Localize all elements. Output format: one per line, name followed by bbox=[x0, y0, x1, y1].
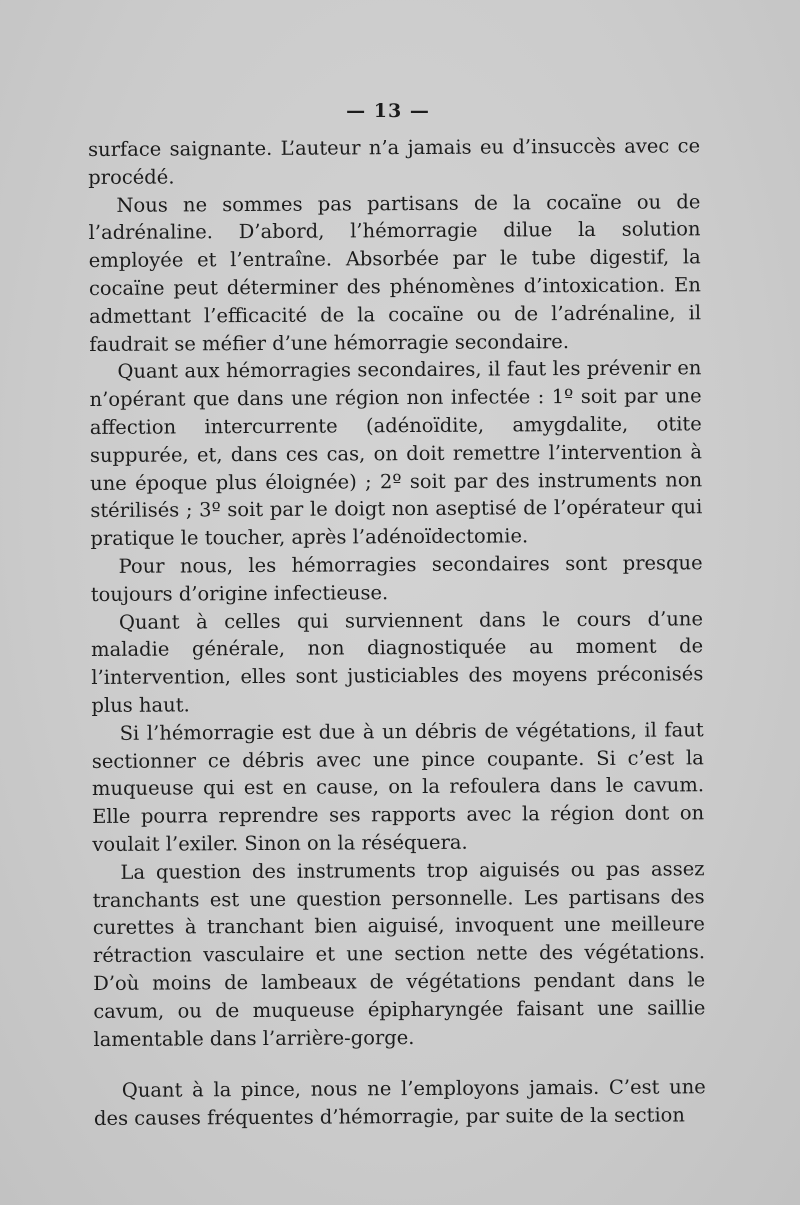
paragraph-5: Quant à celles qui surviennent dans le cours d’une maladie générale, non diagnostiquée au moment de l’intervention, elles sont justiciables des moyens préconisés plus haut. bbox=[91, 606, 704, 717]
paragraph-6: Si l’hémorragie est due à un débris de végétations, il faut sectionner ce débris avec une pince coupante. Si c’est la muqueuse qui est en cause, on la refoulera dans le cavum. Elle pourra reprendre ses rapports avec la région dont on voulait l’exiler. Sinon on la réséquera. bbox=[91, 717, 705, 856]
paragraph-4: Pour nous, les hémorragies secondaires sont presque toujours d’origine infectieuse. bbox=[90, 551, 703, 606]
paragraph-2: Nous ne sommes pas partisans de la cocaïne ou de l’adrénaline. D’abord, l’hémorragie dilue la solution employée et l’entraîne. Absorbée par le tube digestif, la cocaïne peut déterminer des phénomènes d’intoxication. En admettant l’efficacité de la cocaïne ou de l’adrénaline, il faudrait se méfier d’une hémorragie secondaire. bbox=[88, 189, 702, 356]
page-number: — 13 — bbox=[346, 100, 430, 122]
paragraph-8: Quant à la pince, nous ne l’employons jamais. C’est une des causes fréquentes d’hémorragie, par suite de la section bbox=[93, 1075, 706, 1131]
paragraph-1: surface saignante. L’auteur n’a jamais eu d’insuccès avec ce procédé. bbox=[88, 134, 701, 189]
paragraph-3: Quant aux hémorragies secondaires, il faut les prévenir en n’opérant que dans une région non infectée : 1º soit par une affection intercurrente (adénoïdite, amygdalite, otite suppurée, et, dans ces cas, on doit remettre l’intervention à une époque plus éloignée) ; 2º soit par des instruments non stérilisés ; 3º soit par le doigt non aseptisé de l’opérateur qui pratique le toucher, après l’adénoïdectomie. bbox=[89, 356, 703, 551]
paragraph-7: La question des instruments trop aiguisés ou pas assez tranchants est une question personnelle. Les partisans des curettes à tranchant bien aiguisé, invoquent une meilleure rétraction vasculaire et une section nette des végétations. D’où moins de lambeaux de végétations pendant dans le cavum, ou de muqueuse épipharyngée faisant une saillie lamentable dans l’arrière-gorge. bbox=[92, 856, 706, 1051]
body-text bbox=[88, 132, 706, 1133]
